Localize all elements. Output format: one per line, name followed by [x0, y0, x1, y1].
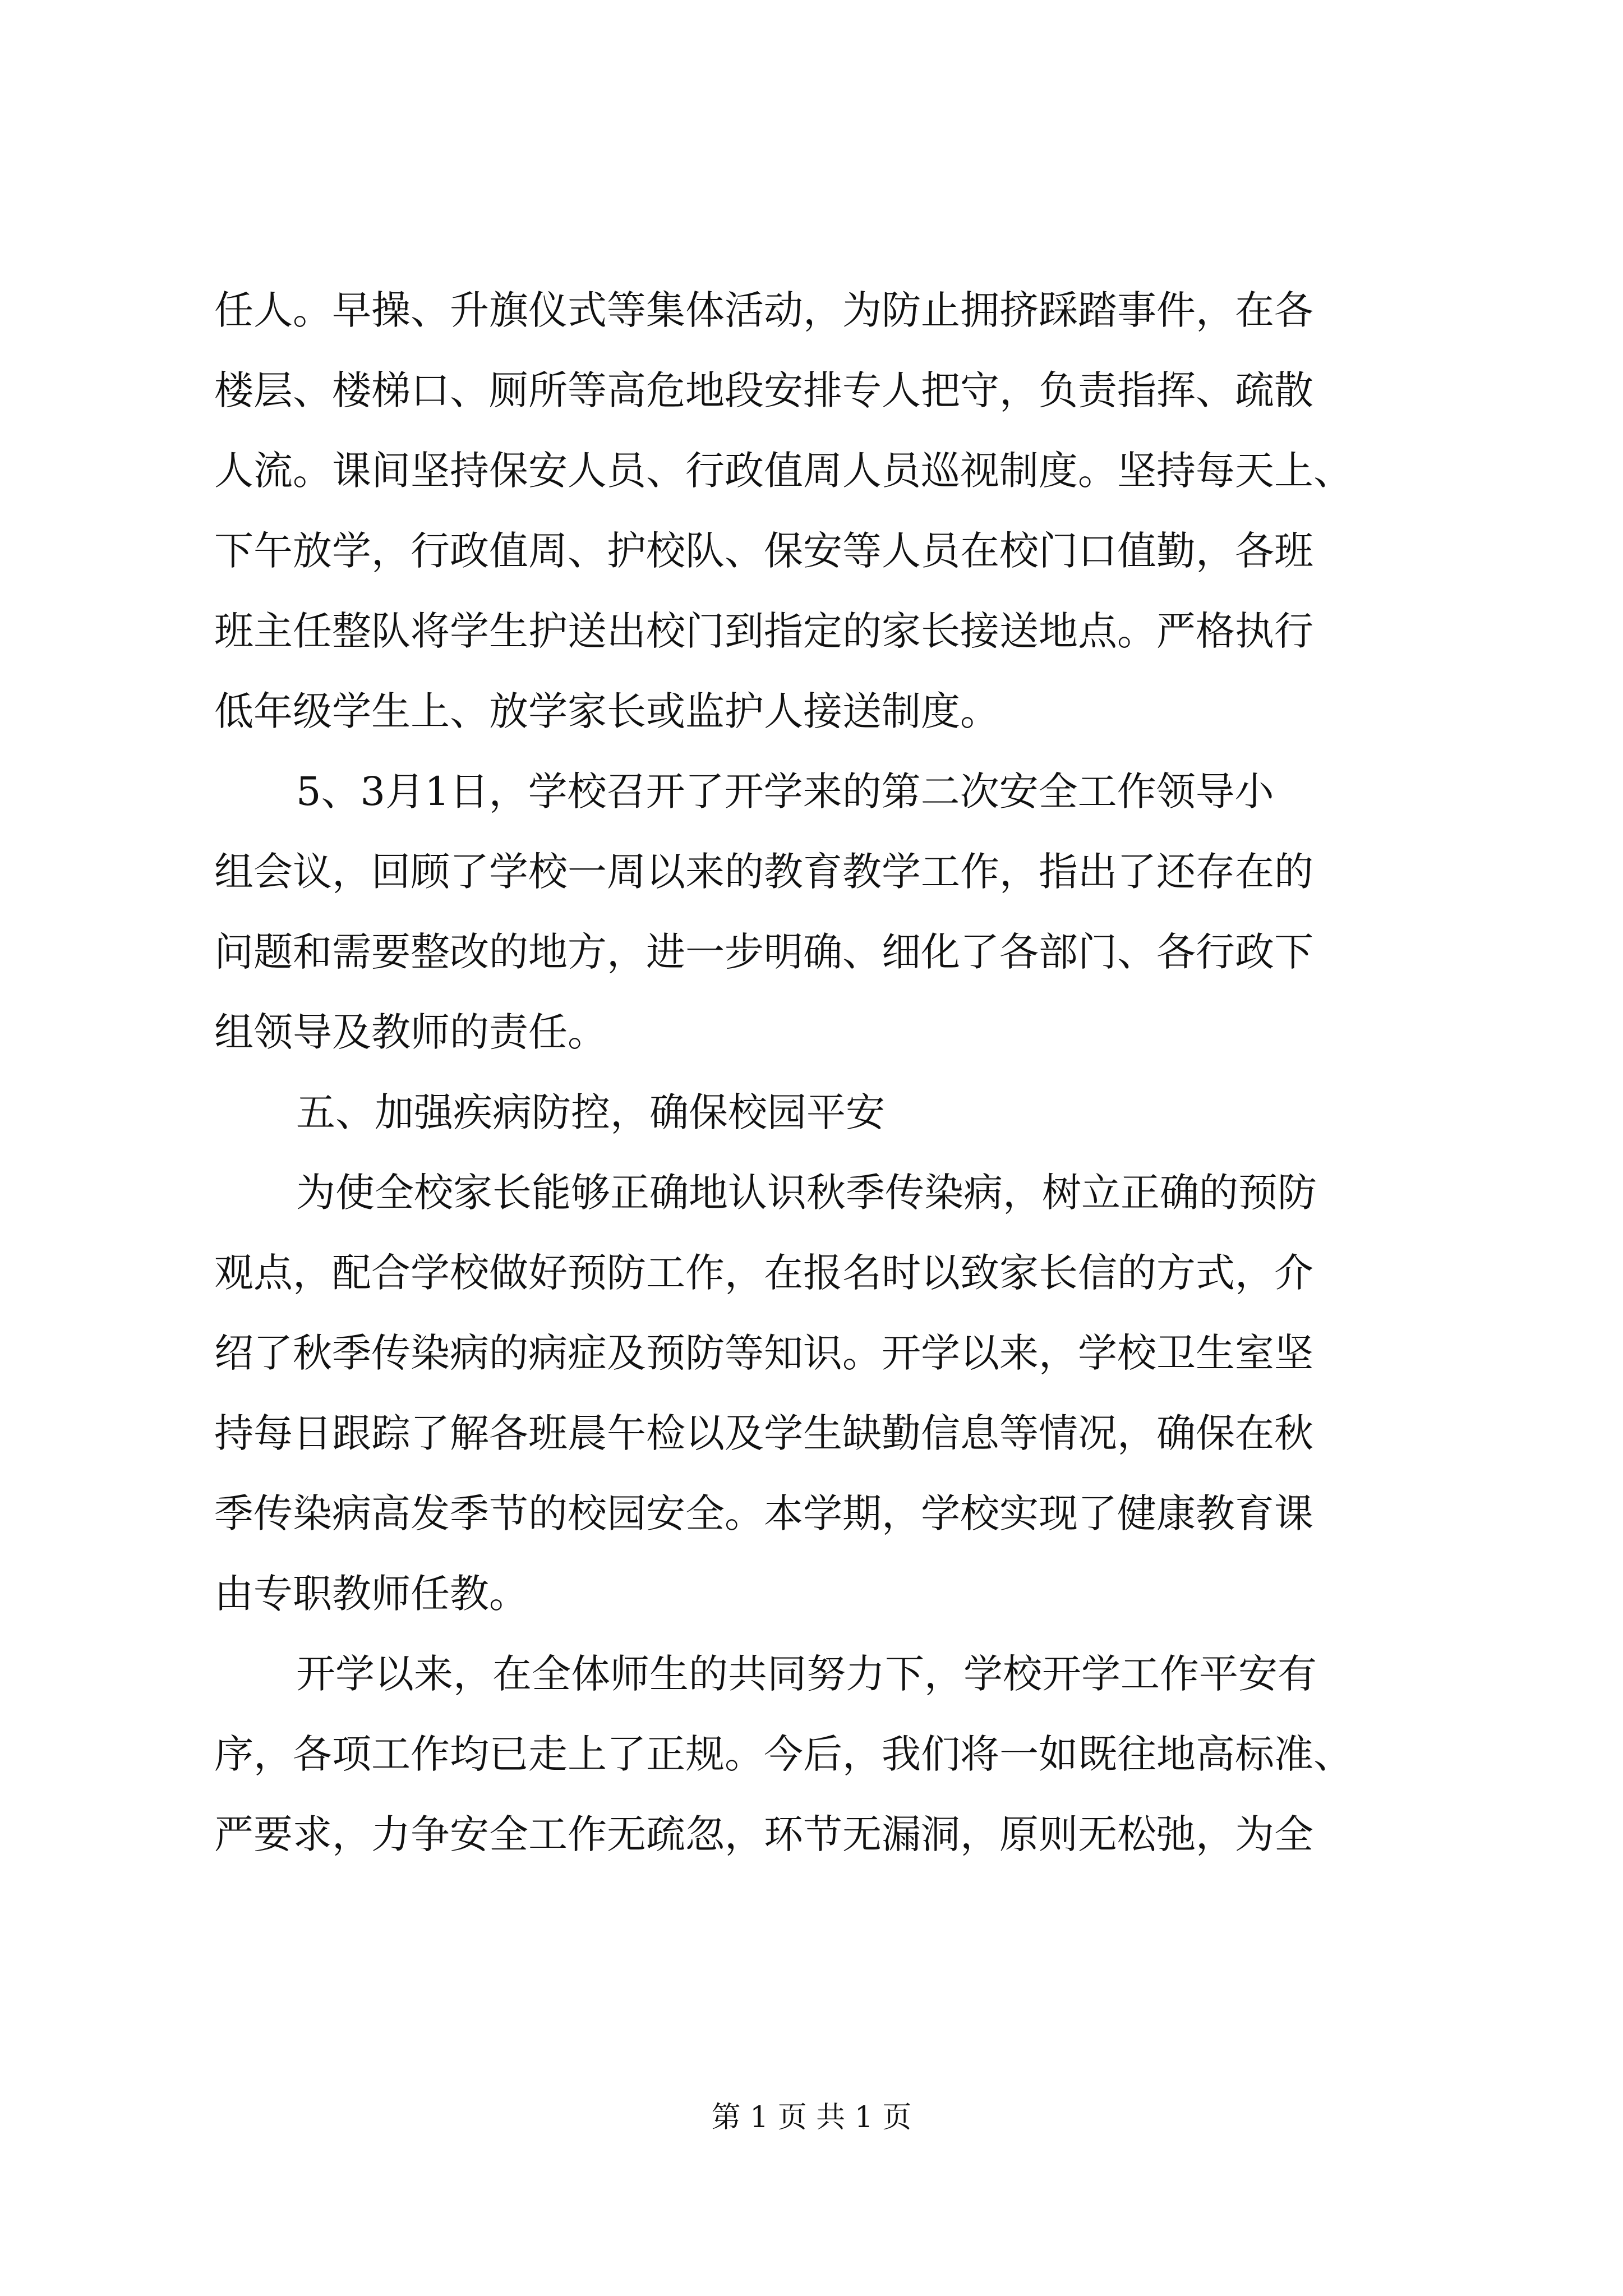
text-line: 组领导及教师的责任。: [214, 1009, 607, 1055]
text-line: 组会议，回顾了学校一周以来的教育教学工作，指出了还存在的: [214, 849, 1313, 895]
text-line: 序，各项工作均已走上了正规。今后，我们将一如既往地高标准、: [214, 1731, 1353, 1777]
document-body: [214, 270, 1414, 1875]
text-line: 下午放学，行政值周、护校队、保安等人员在校门口值勤，各班: [214, 528, 1313, 574]
text-line: 人流。课间坚持保安人员、行政值周人员巡视制度。坚持每天上、: [214, 448, 1353, 494]
paragraph-start-line: 为使全校家长能够正确地认识秋季传染病，树立正确的预防: [296, 1170, 1317, 1216]
section-heading: 五、加强疾病防控，确保校园平安: [296, 1089, 885, 1135]
paragraph-start-line: 5、3月1日，学校召开了开学来的第二次安全工作领导小: [296, 769, 1274, 815]
text-line: 楼层、楼梯口、厕所等高危地段安排专人把守，负责指挥、疏散: [214, 367, 1313, 413]
text-line: 任人。早操、升旗仪式等集体活动，为防止拥挤踩踏事件，在各: [214, 287, 1313, 333]
text-line: 季传染病高发季节的校园安全。本学期，学校实现了健康教育课: [214, 1490, 1313, 1536]
text-line: 绍了秋季传染病的病症及预防等知识。开学以来，学校卫生室坚: [214, 1330, 1313, 1376]
text-line: 低年级学生上、放学家长或监护人接送制度。: [214, 688, 999, 734]
text-line: 班主任整队将学生护送出校门到指定的家长接送地点。严格执行: [214, 608, 1313, 654]
paragraph-start-line: 开学以来，在全体师生的共同努力下，学校开学工作平安有: [296, 1651, 1317, 1697]
text-line: 问题和需要整改的地方，进一步明确、细化了各部门、各行政下: [214, 929, 1313, 975]
text-line: 观点，配合学校做好预防工作，在报名时以致家长信的方式，介: [214, 1250, 1313, 1296]
text-line: 持每日跟踪了解各班晨午检以及学生缺勤信息等情况，确保在秋: [214, 1410, 1313, 1456]
page-number-label: 第 1 页 共 1 页: [711, 2101, 912, 2134]
text-line: 由专职教师任教。: [214, 1571, 528, 1617]
page-footer: [0, 2098, 1623, 2137]
text-line: 严要求，力争安全工作无疏忽，环节无漏洞，原则无松弛，为全: [214, 1811, 1313, 1857]
